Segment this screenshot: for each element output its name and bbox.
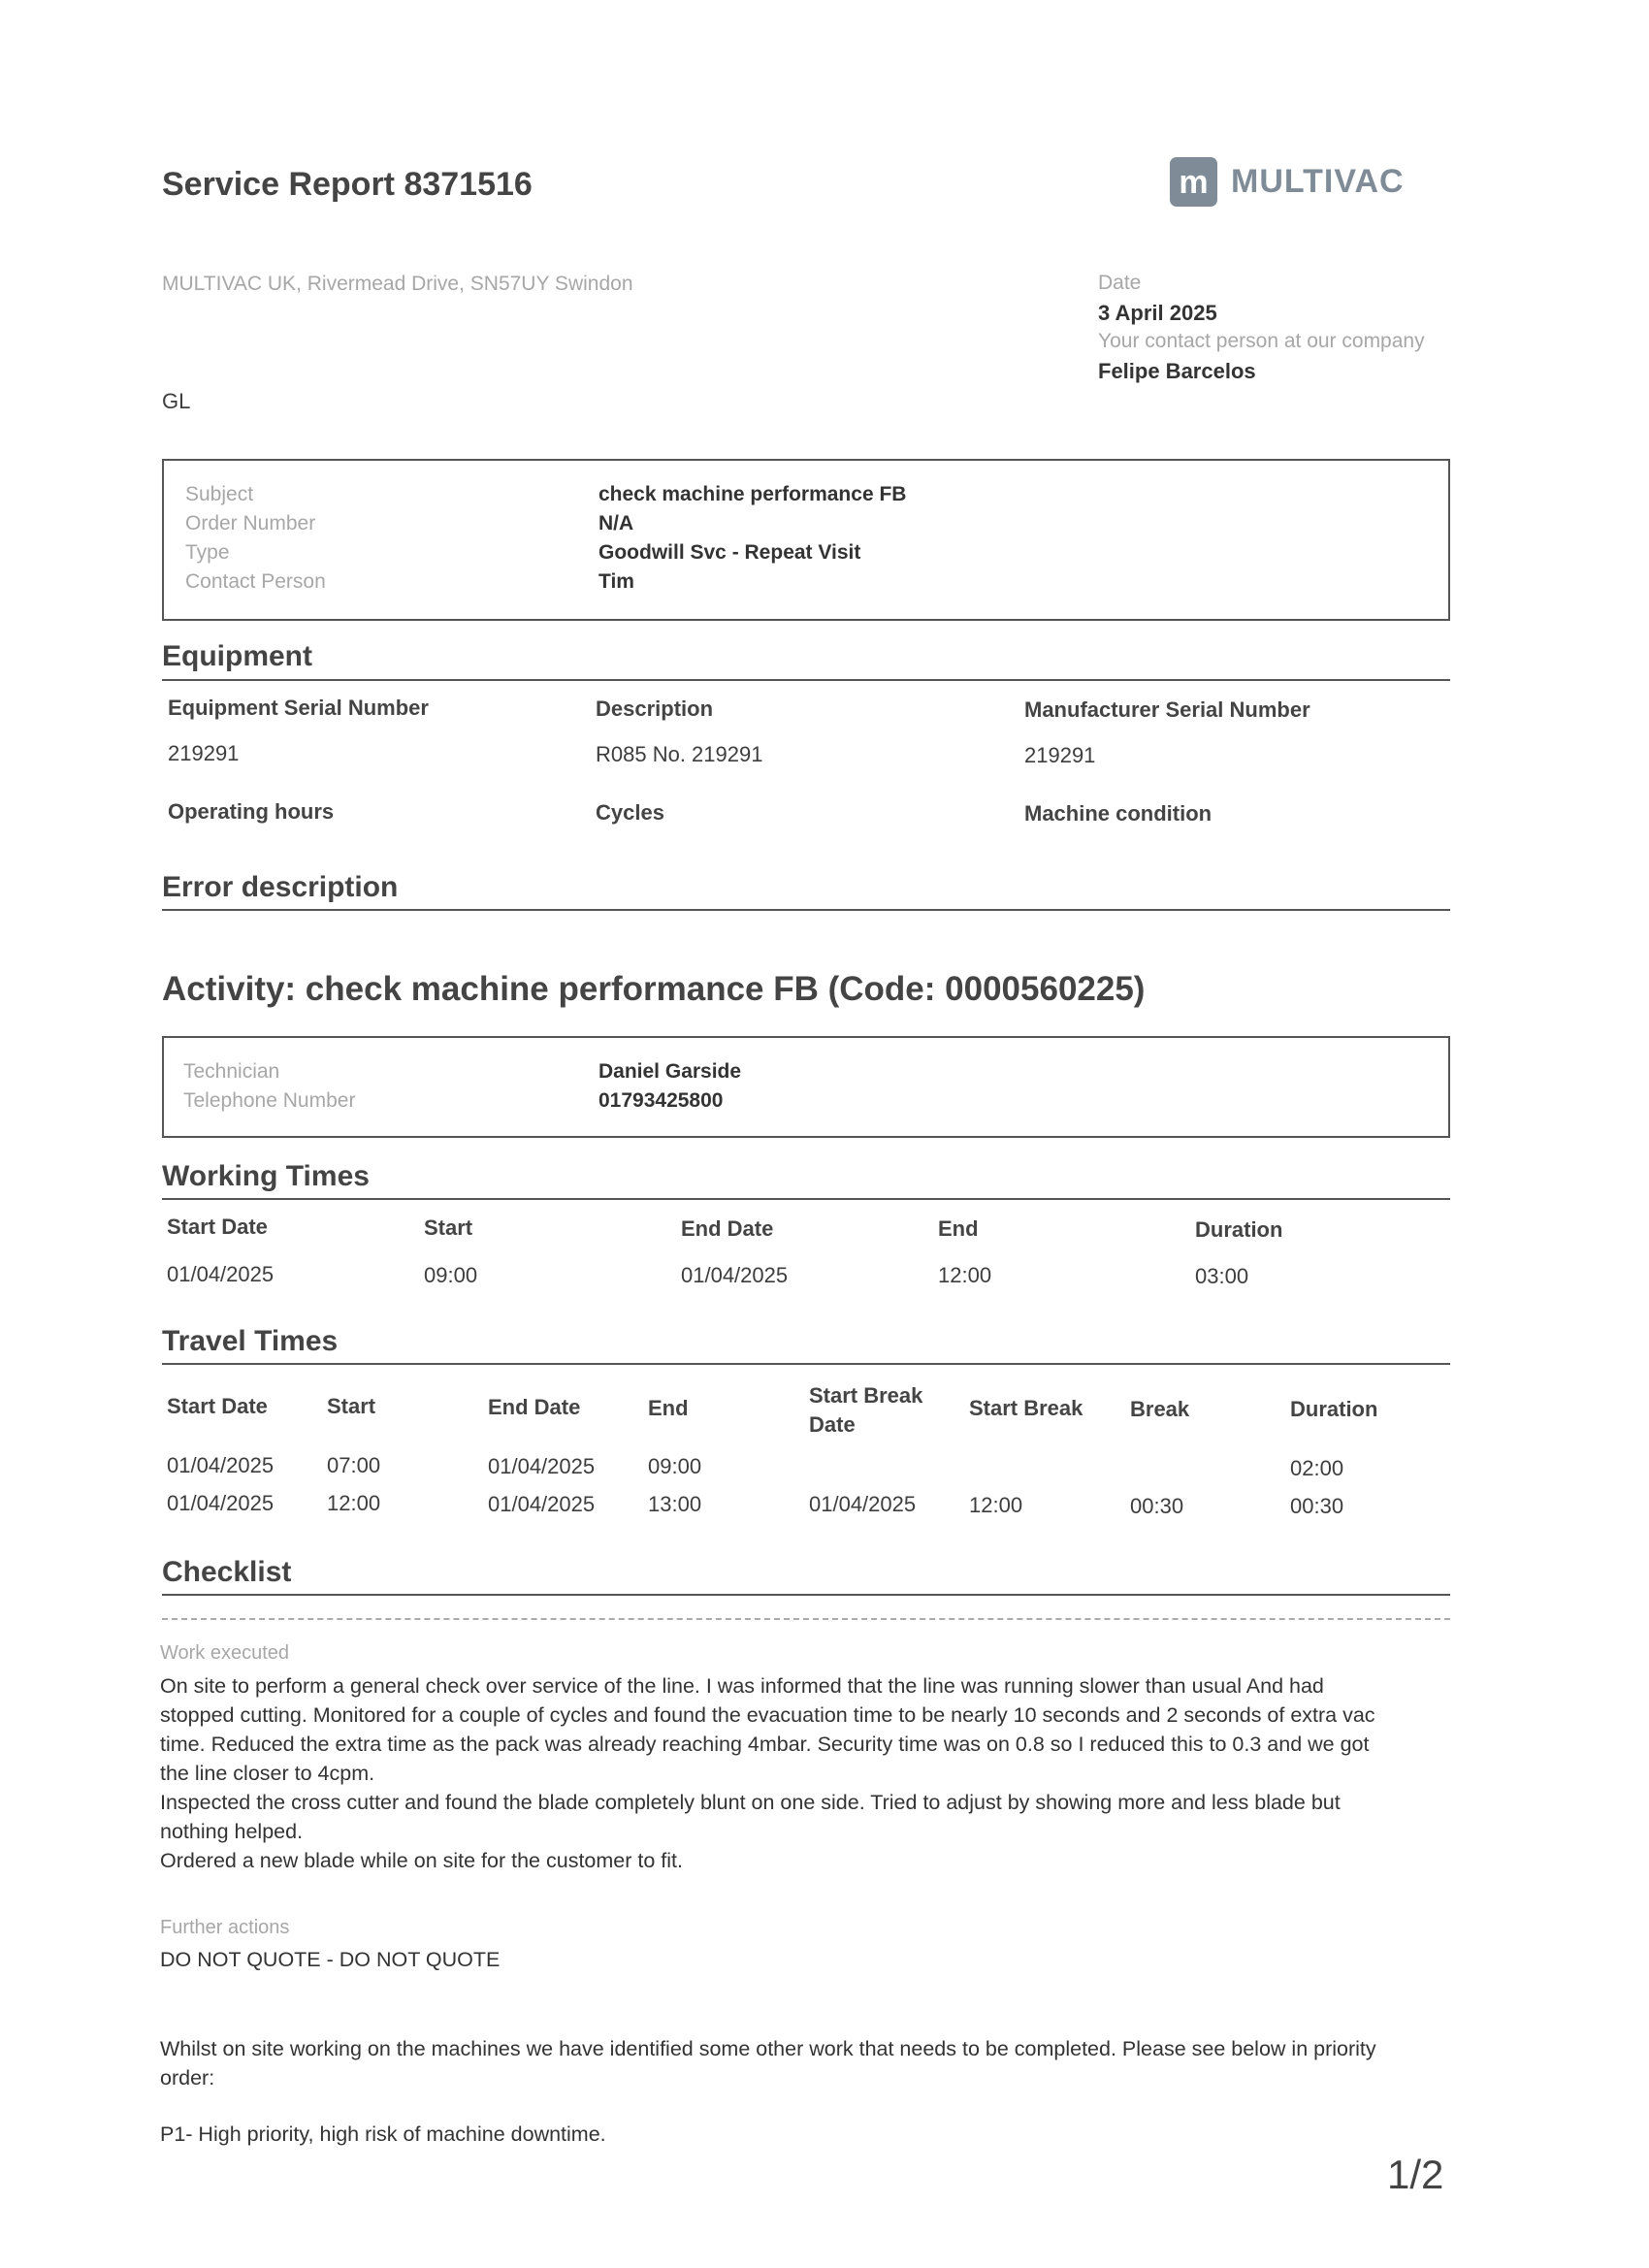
recipient-initials: GL — [162, 389, 191, 413]
wt-start: 09:00 — [424, 1263, 478, 1287]
wt-header-start-date: Start Date — [167, 1215, 268, 1239]
tt-header-duration: Duration — [1290, 1397, 1378, 1421]
work-executed-text — [160, 1671, 1460, 1875]
tt-header-start-break-date-line2: Date — [809, 1412, 856, 1437]
wt-start-date: 01/04/2025 — [167, 1262, 275, 1286]
tt-row2-start: 12:00 — [327, 1491, 381, 1515]
tt-header-start: Start — [327, 1394, 376, 1418]
further-actions-label: Further actions — [160, 1917, 290, 1938]
tt-header-start-date: Start Date — [167, 1394, 268, 1418]
type-value: Goodwill Svc - Repeat Visit — [598, 541, 861, 564]
contact-person-value: Tim — [598, 570, 634, 593]
description-label: Description — [596, 697, 714, 721]
technician-box — [162, 1036, 1450, 1138]
error-rule — [162, 909, 1450, 911]
working-times-heading: Working Times — [162, 1160, 370, 1192]
subject-value: check machine performance FB — [598, 483, 907, 505]
contact-value: Felipe Barcelos — [1098, 359, 1256, 383]
tt-header-start-break: Start Break — [969, 1396, 1083, 1420]
tt-row2-duration: 00:30 — [1290, 1494, 1344, 1518]
technician-label: Technician — [183, 1060, 280, 1083]
telephone-label: Telephone Number — [183, 1089, 356, 1112]
wt-duration: 03:00 — [1195, 1264, 1249, 1288]
manufacturer-serial-value: 219291 — [1024, 743, 1096, 767]
contact-person-label: Contact Person — [185, 570, 326, 593]
priority-p1-text: P1- High priority, high risk of machine downtime. — [160, 2122, 606, 2146]
working-times-rule — [162, 1198, 1450, 1200]
tt-row2-end: 13:00 — [648, 1492, 702, 1516]
work-line: the line closer to 4cpm. — [160, 1762, 375, 1785]
whilst-line: order: — [160, 2066, 215, 2090]
wt-end-date: 01/04/2025 — [681, 1263, 789, 1287]
tt-row1-end: 09:00 — [648, 1454, 702, 1478]
subject-label: Subject — [185, 483, 254, 505]
work-line: stopped cutting. Monitored for a couple of cycles and found the evacuation time to be nearly 10 seconds and 2 seconds of extra vac — [160, 1703, 1375, 1727]
tt-row1-duration: 02:00 — [1290, 1456, 1344, 1480]
work-line: nothing helped. — [160, 1820, 304, 1843]
checklist-rule — [162, 1594, 1450, 1596]
equipment-serial-label: Equipment Serial Number — [168, 696, 429, 720]
equipment-rule — [162, 679, 1450, 681]
logo-mark-icon: m — [1170, 157, 1217, 207]
work-line: Inspected the cross cutter and found the blade completely blunt on one side. Tried to adjust by showing more and less blade but — [160, 1791, 1341, 1814]
work-line: On site to perform a general check over service of the line. I was informed that the line was running slower than usual And had — [160, 1674, 1324, 1698]
tt-row2-break: 00:30 — [1130, 1494, 1184, 1518]
wt-header-duration: Duration — [1195, 1217, 1283, 1242]
checklist-dashed-divider — [162, 1618, 1450, 1620]
order-number-value: N/A — [598, 512, 634, 535]
tt-row1-end-date: 01/04/2025 — [488, 1454, 596, 1478]
checklist-heading: Checklist — [162, 1556, 292, 1588]
subject-box — [162, 459, 1450, 621]
logo-text: MULTIVAC — [1231, 163, 1405, 200]
work-executed-label: Work executed — [160, 1642, 290, 1664]
description-value: R085 No. 219291 — [596, 742, 763, 766]
order-number-label: Order Number — [185, 512, 316, 535]
page-title: Service Report 8371516 — [162, 166, 533, 203]
date-label: Date — [1098, 272, 1142, 294]
wt-header-end-date: End Date — [681, 1216, 774, 1241]
tt-row2-start-break: 12:00 — [969, 1493, 1023, 1517]
wt-header-start: Start — [424, 1215, 473, 1240]
travel-times-rule — [162, 1363, 1450, 1365]
equipment-serial-value: 219291 — [168, 741, 240, 765]
technician-value: Daniel Garside — [598, 1060, 742, 1083]
manufacturer-serial-label: Manufacturer Serial Number — [1024, 697, 1310, 722]
activity-title: Activity: check machine performance FB (Code: 0000560225) — [162, 970, 1146, 1008]
multivac-logo — [1170, 157, 1405, 207]
tt-header-start-break-date — [809, 1381, 922, 1440]
equipment-heading: Equipment — [162, 640, 312, 672]
wt-header-end: End — [938, 1216, 979, 1241]
tt-header-end: End — [648, 1396, 689, 1420]
operating-hours-label: Operating hours — [168, 799, 335, 824]
tt-row2-start-date: 01/04/2025 — [167, 1491, 275, 1515]
type-label: Type — [185, 541, 230, 564]
date-value: 3 April 2025 — [1098, 301, 1217, 325]
work-line: Ordered a new blade while on site for the customer to fit. — [160, 1849, 683, 1872]
cycles-label: Cycles — [596, 800, 664, 825]
further-actions-value: DO NOT QUOTE - DO NOT QUOTE — [160, 1948, 501, 1971]
tt-header-end-date: End Date — [488, 1395, 581, 1419]
contact-label: Your contact person at our company — [1098, 330, 1425, 352]
tt-row1-start-date: 01/04/2025 — [167, 1453, 275, 1477]
tt-header-start-break-date-line1: Start Break — [809, 1383, 923, 1408]
machine-condition-label: Machine condition — [1024, 801, 1212, 826]
whilst-line: Whilst on site working on the machines we have identified some other work that needs to be completed. Please see below in priority — [160, 2037, 1376, 2060]
work-line: time. Reduced the extra time as the pack was already reaching 4mbar. Security time was on 0.8 so I reduced this to 0.3 and we got — [160, 1733, 1370, 1756]
tt-row2-end-date: 01/04/2025 — [488, 1492, 596, 1516]
page-number: 1/2 — [1387, 2152, 1444, 2197]
tt-row2-start-break-date: 01/04/2025 — [809, 1492, 917, 1516]
company-address: MULTIVAC UK, Rivermead Drive, SN57UY Swindon — [162, 273, 633, 295]
wt-end: 12:00 — [938, 1263, 992, 1287]
travel-times-heading: Travel Times — [162, 1325, 339, 1357]
whilst-on-site-text — [160, 2034, 1460, 2092]
tt-header-break: Break — [1130, 1397, 1190, 1421]
telephone-value: 01793425800 — [598, 1089, 724, 1112]
error-description-heading: Error description — [162, 871, 399, 903]
tt-row1-start: 07:00 — [327, 1453, 381, 1477]
